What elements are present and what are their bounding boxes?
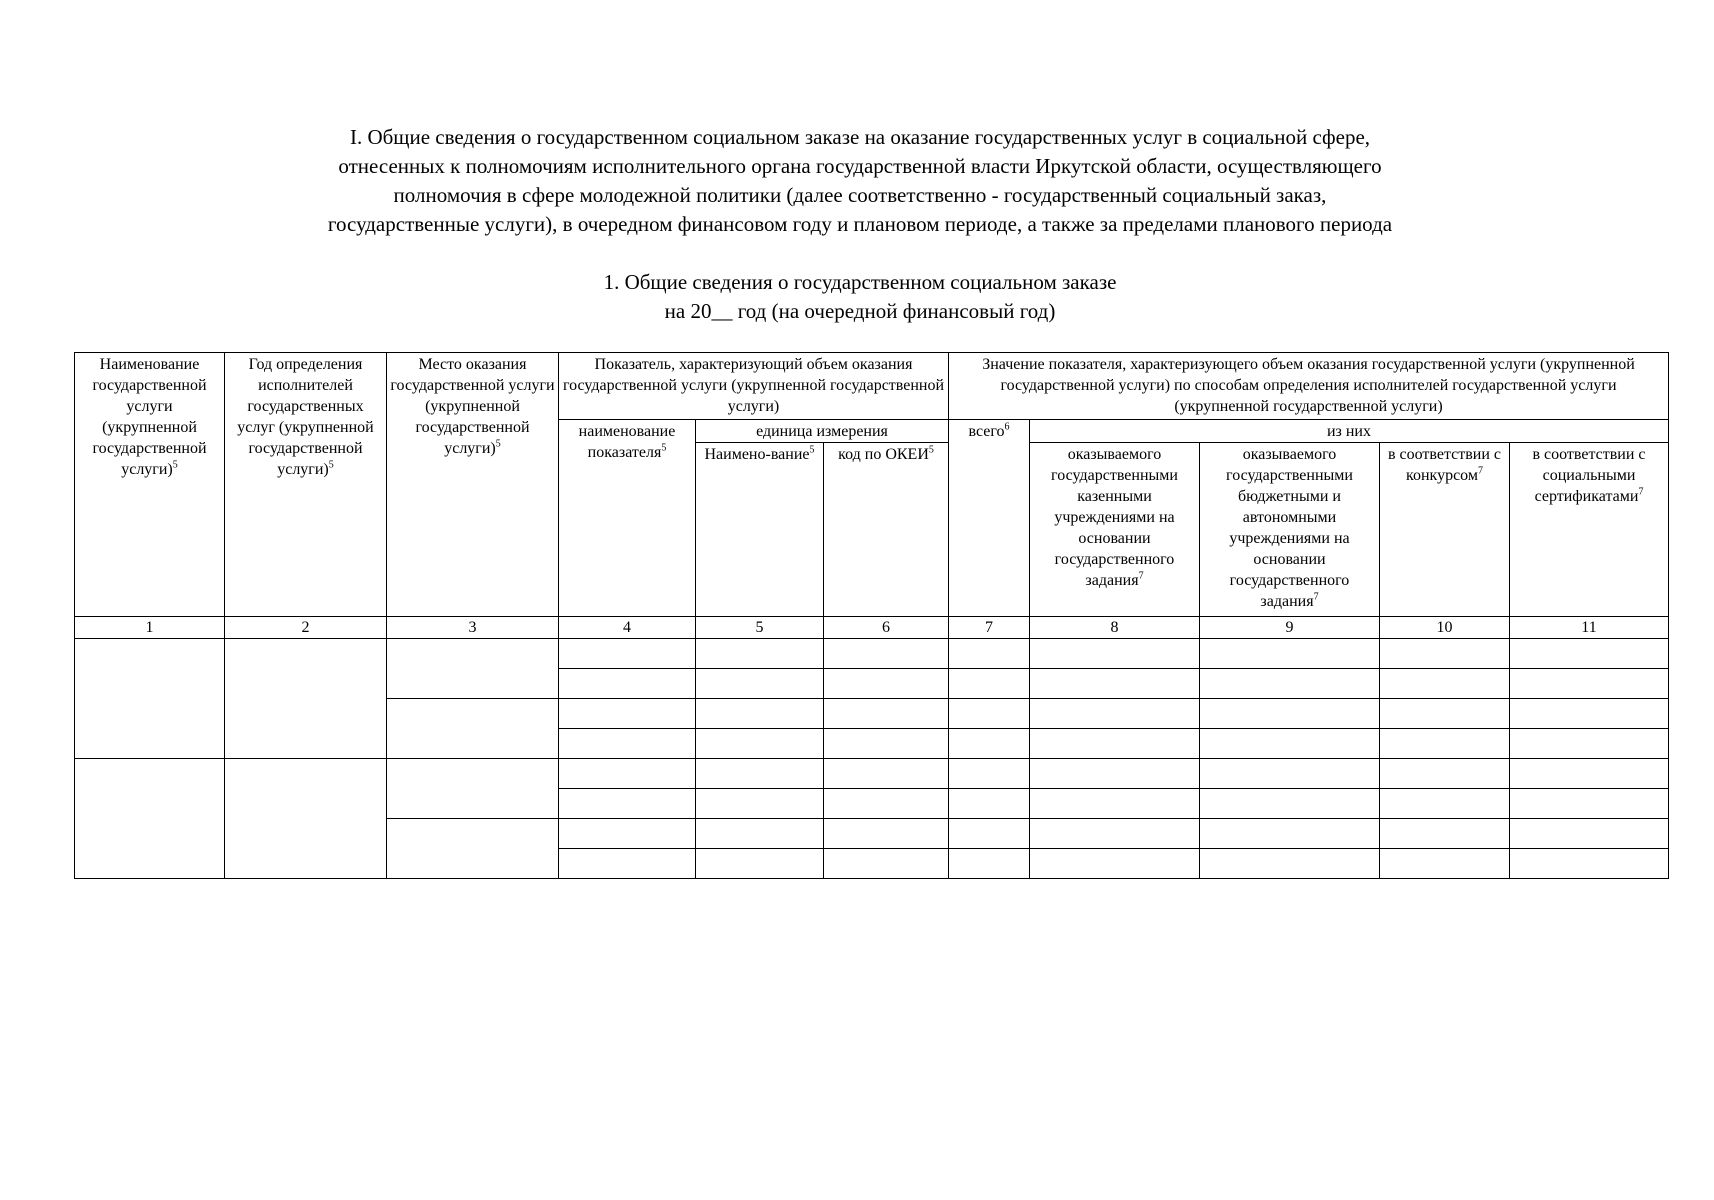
table-cell[interactable] <box>1030 669 1200 699</box>
header-location: Место оказания государственной услуги (укрупненной государственной услуги)$^5$ <box>387 353 559 617</box>
cell-year[interactable] <box>225 639 387 759</box>
table-cell[interactable] <box>1380 699 1510 729</box>
column-number: 9 <box>1200 617 1380 639</box>
cell-location[interactable] <box>387 639 559 699</box>
table-cell[interactable] <box>696 789 824 819</box>
table-cell[interactable] <box>1380 759 1510 789</box>
table-cell[interactable] <box>696 729 824 759</box>
table-cell[interactable] <box>559 639 696 669</box>
table-cell[interactable] <box>1510 849 1669 879</box>
subheading-line-2: на 20__ год (на очередной финансовый год) <box>664 299 1056 323</box>
table-cell[interactable] <box>696 669 824 699</box>
column-number: 8 <box>1030 617 1200 639</box>
header-year: Год определения исполнителей государственных услуг (укрупненной государственной услуги)$^5$ <box>225 353 387 617</box>
table-cell[interactable] <box>1380 819 1510 849</box>
table-cell[interactable] <box>824 849 949 879</box>
header-indicator-group: Показатель, характеризующий объем оказания государственной услуги (укрупненной государственной услуги) <box>559 353 949 420</box>
table-cell[interactable] <box>1510 669 1669 699</box>
header-unit-group: единица измерения <box>696 420 949 443</box>
table-cell[interactable] <box>949 669 1030 699</box>
table-cell[interactable] <box>949 699 1030 729</box>
table-cell[interactable] <box>1200 789 1380 819</box>
table-cell[interactable] <box>824 759 949 789</box>
section-heading <box>200 123 1520 239</box>
header-budget-institutions: оказываемого государственными бюджетными и автономными учреждениями на основании государственного задания$^7$ <box>1200 443 1380 617</box>
table-cell[interactable] <box>1510 759 1669 789</box>
table-cell[interactable] <box>1030 729 1200 759</box>
table-cell[interactable] <box>824 699 949 729</box>
table-cell[interactable] <box>1510 729 1669 759</box>
table-cell[interactable] <box>949 759 1030 789</box>
header-unit-name: Наимено-вание$^5$ <box>696 443 824 617</box>
table-cell[interactable] <box>1200 819 1380 849</box>
table-row <box>75 759 1669 789</box>
table-cell[interactable] <box>949 819 1030 849</box>
table-cell[interactable] <box>1200 759 1380 789</box>
table-cell[interactable] <box>696 639 824 669</box>
header-social-certificates: в соответствии с социальными сертификатами$^7$ <box>1510 443 1669 617</box>
table-cell[interactable] <box>949 639 1030 669</box>
heading-line-1: I. Общие сведения о государственном социальном заказе на оказание государственных услуг в социальной сфере, <box>349 125 1371 149</box>
table-cell[interactable] <box>696 849 824 879</box>
column-numbers-row <box>75 617 1669 639</box>
table-cell[interactable] <box>1030 789 1200 819</box>
cell-location[interactable] <box>387 759 559 819</box>
table-row <box>75 639 1669 669</box>
column-number: 7 <box>949 617 1030 639</box>
table-cell[interactable] <box>559 819 696 849</box>
table-cell[interactable] <box>559 729 696 759</box>
table-cell[interactable] <box>559 759 696 789</box>
table-cell[interactable] <box>1030 819 1200 849</box>
table-cell[interactable] <box>1380 849 1510 879</box>
column-number: 10 <box>1380 617 1510 639</box>
heading-line-3: полномочия в сфере молодежной политики (далее соответственно - государственный социальный заказ, <box>393 183 1327 207</box>
table-cell[interactable] <box>1510 639 1669 669</box>
table-cell[interactable] <box>559 849 696 879</box>
cell-service-name[interactable] <box>75 639 225 759</box>
column-number: 3 <box>387 617 559 639</box>
table-cell[interactable] <box>949 789 1030 819</box>
table-cell[interactable] <box>1380 789 1510 819</box>
table-cell[interactable] <box>1030 759 1200 789</box>
cell-year[interactable] <box>225 759 387 879</box>
column-number: 11 <box>1510 617 1669 639</box>
table-cell[interactable] <box>1200 849 1380 879</box>
header-total: всего$^6$ <box>949 420 1030 617</box>
table-cell[interactable] <box>1510 819 1669 849</box>
table-cell[interactable] <box>696 819 824 849</box>
header-okei-code: код по ОКЕИ$^5$ <box>824 443 949 617</box>
table-cell[interactable] <box>1380 729 1510 759</box>
table-cell[interactable] <box>1380 639 1510 669</box>
table-cell[interactable] <box>559 699 696 729</box>
header-competition: в соответствии с конкурсом$^7$ <box>1380 443 1510 617</box>
table-cell[interactable] <box>1510 699 1669 729</box>
table-cell[interactable] <box>824 669 949 699</box>
table-cell[interactable] <box>559 789 696 819</box>
column-number: 6 <box>824 617 949 639</box>
table-cell[interactable] <box>1030 849 1200 879</box>
table-cell[interactable] <box>1200 729 1380 759</box>
table-cell[interactable] <box>559 669 696 699</box>
table-cell[interactable] <box>824 819 949 849</box>
table-cell[interactable] <box>1200 699 1380 729</box>
header-indicator-name: наименование показателя$^5$ <box>559 420 696 617</box>
table-cell[interactable] <box>824 639 949 669</box>
table-cell[interactable] <box>1030 639 1200 669</box>
table-cell[interactable] <box>696 759 824 789</box>
cell-service-name[interactable] <box>75 759 225 879</box>
table-cell[interactable] <box>1510 789 1669 819</box>
table-cell[interactable] <box>1030 699 1200 729</box>
cell-location[interactable] <box>387 699 559 759</box>
header-service-name: Наименование государственной услуги (укрупненной государственной услуги)$^5$ <box>75 353 225 617</box>
column-number: 5 <box>696 617 824 639</box>
table-cell[interactable] <box>824 789 949 819</box>
heading-line-2: отнесенных к полномочиям исполнительного органа государственной власти Иркутской области, осуществляющего <box>338 154 1382 178</box>
table-cell[interactable] <box>696 699 824 729</box>
table-cell[interactable] <box>824 729 949 759</box>
column-number: 2 <box>225 617 387 639</box>
column-number: 1 <box>75 617 225 639</box>
header-value-group: Значение показателя, характеризующего объем оказания государственной услуги (укрупненной государственной услуги) по способам определения исполнителей государственной услуги (укрупненной государственной услуги) <box>949 353 1669 420</box>
header-state-institutions: оказываемого государственными казенными учреждениями на основании государственного задания$^7$ <box>1030 443 1200 617</box>
table-cell[interactable] <box>1200 669 1380 699</box>
header-of-them: из них <box>1030 420 1669 443</box>
subsection-heading <box>400 268 1320 326</box>
column-number: 4 <box>559 617 696 639</box>
heading-line-4: государственные услуги), в очередном финансовом году и плановом периоде, а также за пределами планового периода <box>327 212 1393 236</box>
cell-location[interactable] <box>387 819 559 879</box>
table-cell[interactable] <box>949 729 1030 759</box>
table-cell[interactable] <box>1200 639 1380 669</box>
subheading-line-1: 1. Общие сведения о государственном социальном заказе <box>603 270 1117 294</box>
table-cell[interactable] <box>1380 669 1510 699</box>
table-cell[interactable] <box>949 849 1030 879</box>
social-order-table <box>74 352 1669 879</box>
